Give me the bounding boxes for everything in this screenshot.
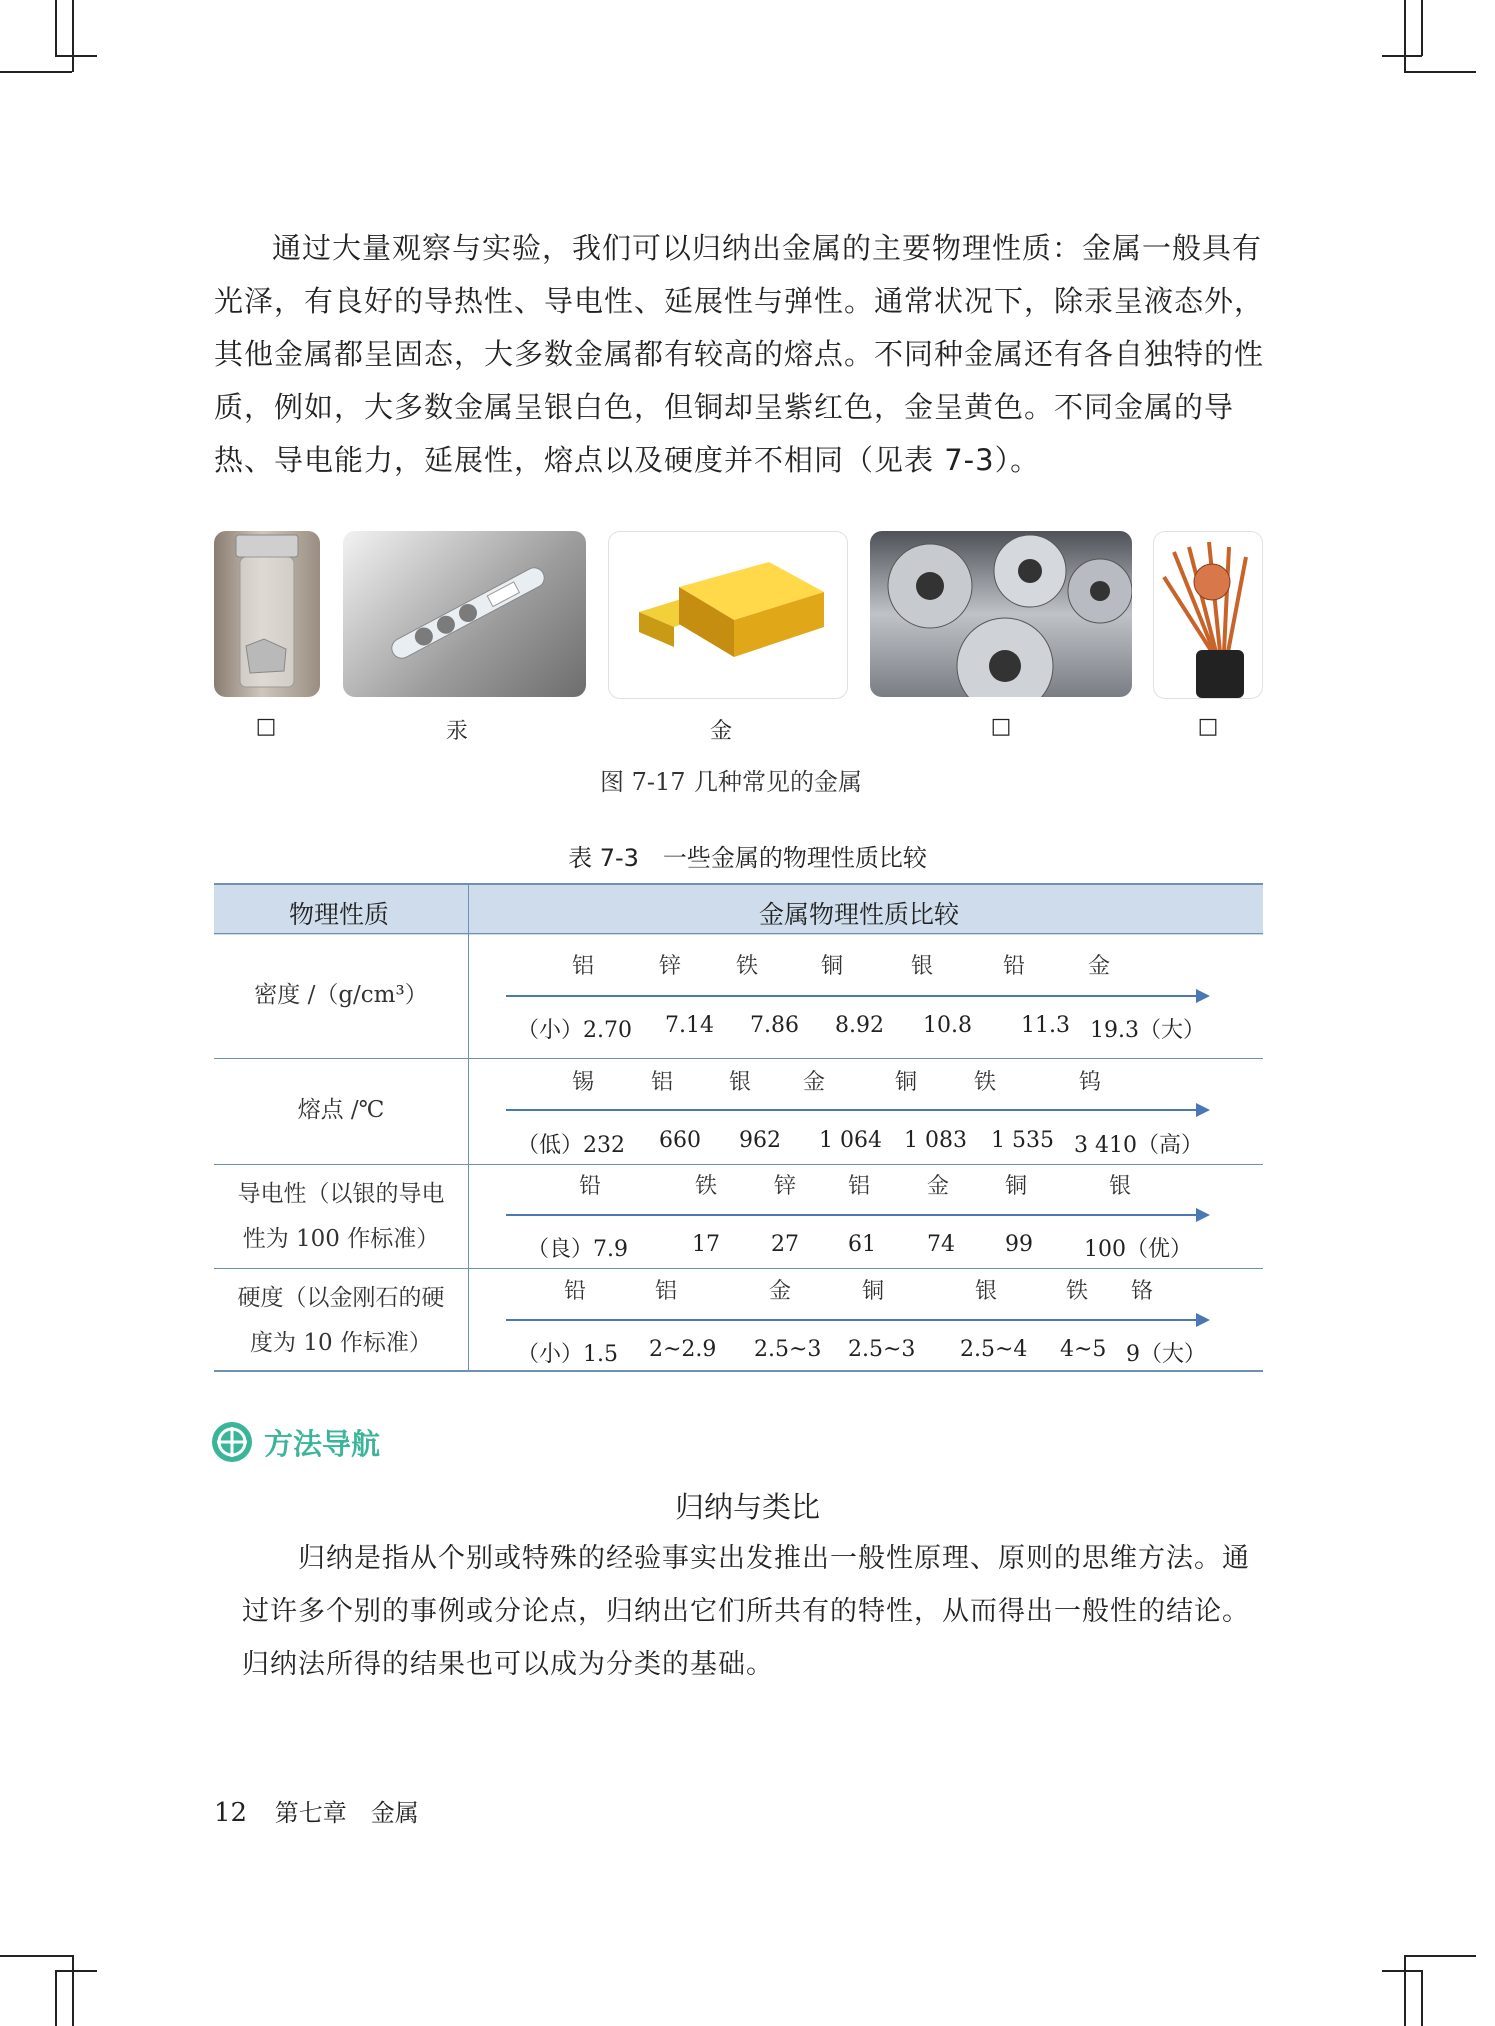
table-title: 表 7-3 一些金属的物理性质比较 bbox=[568, 844, 927, 872]
value: （低）232 bbox=[517, 1133, 625, 1158]
intro-paragraph bbox=[214, 222, 1264, 487]
compass-icon bbox=[212, 1422, 252, 1462]
row-rule bbox=[214, 933, 1263, 934]
row-label-conductivity-line2: 性为 100 作标准） bbox=[242, 1226, 440, 1252]
metal-name: 锌 bbox=[773, 1174, 796, 1199]
photo-copper-wire bbox=[1153, 531, 1263, 699]
crop-mark bbox=[0, 71, 72, 73]
column-divider bbox=[468, 883, 469, 1371]
value: （小）2.70 bbox=[517, 1018, 632, 1043]
metal-name: 铁 bbox=[1065, 1279, 1088, 1304]
value: 2.5~4 bbox=[960, 1337, 1028, 1362]
page-number: 12 bbox=[214, 1798, 248, 1828]
metal-name: 金 bbox=[802, 1070, 825, 1095]
row-rule bbox=[214, 1370, 1263, 1372]
photo-mercury bbox=[343, 531, 586, 697]
metal-name: 锡 bbox=[571, 1070, 594, 1095]
value: 11.3 bbox=[1021, 1013, 1070, 1038]
value: （小）1.5 bbox=[517, 1342, 618, 1367]
value: 2.5~3 bbox=[848, 1337, 916, 1362]
ordering-arrow bbox=[506, 1109, 1206, 1111]
metal-name: 铬 bbox=[1130, 1279, 1153, 1304]
photo-label: 金 bbox=[709, 719, 732, 744]
row-label-melting-point: 熔点 /℃ bbox=[297, 1097, 385, 1123]
crop-mark bbox=[72, 0, 74, 72]
value: （良）7.9 bbox=[527, 1237, 628, 1262]
metal-name: 银 bbox=[728, 1070, 751, 1095]
photo-vial bbox=[214, 531, 320, 697]
value: 2.5~3 bbox=[754, 1337, 822, 1362]
metal-name: 铝 bbox=[847, 1174, 870, 1199]
value: 9（大） bbox=[1126, 1342, 1206, 1367]
crop-mark bbox=[1382, 1970, 1422, 1972]
value: 99 bbox=[1005, 1232, 1033, 1257]
value: 1 064 bbox=[819, 1128, 882, 1153]
table-header bbox=[214, 883, 1263, 935]
value: 7.86 bbox=[750, 1013, 799, 1038]
metal-name: 钨 bbox=[1078, 1070, 1101, 1095]
metal-name: 铜 bbox=[1004, 1174, 1027, 1199]
metal-name: 铜 bbox=[820, 954, 843, 979]
method-text: 归纳是指从个别或特殊的经验事实出发推出一般性原理、原则的思维方法。通过许多个别的事例或分论点，归纳出它们所共有的特性，从而得出一般性的结论。归纳法所得的结果也可以成为分类的基础。 bbox=[242, 1543, 1250, 1680]
value: 19.3（大） bbox=[1090, 1018, 1205, 1043]
metal-name: 铝 bbox=[571, 954, 594, 979]
figure-caption-text: 几种常见的金属 bbox=[694, 768, 862, 796]
figure-caption-number: 图 7-17 bbox=[600, 768, 686, 796]
method-subtitle: 归纳与类比 bbox=[674, 1490, 820, 1524]
value: 8.92 bbox=[835, 1013, 884, 1038]
metal-name: 金 bbox=[768, 1279, 791, 1304]
ordering-arrow bbox=[506, 1319, 1206, 1321]
row-rule bbox=[214, 1058, 1263, 1059]
metal-name: 铁 bbox=[735, 954, 758, 979]
metal-name: 银 bbox=[1108, 1174, 1131, 1199]
header-property: 物理性质 bbox=[289, 900, 390, 929]
value: 2~2.9 bbox=[649, 1337, 717, 1362]
metal-name: 铅 bbox=[1002, 954, 1025, 979]
metal-name: 铁 bbox=[973, 1070, 996, 1095]
crop-mark bbox=[0, 1955, 72, 1957]
row-rule bbox=[214, 1268, 1263, 1269]
metal-name: 银 bbox=[910, 954, 933, 979]
crop-mark bbox=[1404, 71, 1476, 73]
crop-mark bbox=[72, 1955, 74, 2026]
value: 4~5 bbox=[1060, 1337, 1107, 1362]
metal-name: 铅 bbox=[563, 1279, 586, 1304]
metal-name: 铜 bbox=[861, 1279, 884, 1304]
crop-mark bbox=[55, 0, 57, 56]
photo-steel-coils bbox=[870, 531, 1132, 697]
row-label-conductivity-line1: 导电性（以银的导电 bbox=[237, 1181, 445, 1207]
photo-gold bbox=[608, 531, 848, 699]
value: 61 bbox=[848, 1232, 876, 1257]
row-rule bbox=[214, 1164, 1263, 1165]
metal-name: 铜 bbox=[894, 1070, 917, 1095]
crop-mark bbox=[1421, 0, 1423, 56]
crop-mark bbox=[55, 1970, 97, 1972]
metal-name: 金 bbox=[926, 1174, 949, 1199]
value: 1 083 bbox=[904, 1128, 967, 1153]
value: 962 bbox=[739, 1128, 781, 1153]
value: 3 410（高） bbox=[1074, 1133, 1203, 1158]
crop-mark bbox=[1382, 55, 1422, 57]
photo-label: □ bbox=[990, 714, 1012, 739]
metal-name: 银 bbox=[974, 1279, 997, 1304]
page-footer bbox=[214, 1793, 419, 1828]
metal-name: 金 bbox=[1087, 954, 1110, 979]
photo-label: □ bbox=[255, 714, 277, 739]
value: 17 bbox=[692, 1232, 720, 1257]
intro-text: 通过大量观察与实验，我们可以归纳出金属的主要物理性质：金属一般具有光泽，有良好的导热性、导电性、延展性与弹性。通常状况下，除汞呈液态外，其他金属都呈固态，大多数金属都有较高的熔点。不同种金属还有各自独特的性质，例如，大多数金属呈银白色，但铜却呈紫红色，金呈黄色。不同金属的导热、导电能力，延展性，熔点以及硬度并不相同（见表 7-3）。 bbox=[214, 231, 1265, 477]
photo-label: □ bbox=[1197, 714, 1219, 739]
method-paragraph bbox=[242, 1532, 1262, 1691]
crop-mark bbox=[55, 55, 97, 57]
value: 7.14 bbox=[665, 1013, 714, 1038]
crop-mark bbox=[55, 1970, 57, 2026]
metal-name: 铅 bbox=[578, 1174, 601, 1199]
metal-name: 锌 bbox=[658, 954, 681, 979]
crop-mark bbox=[1404, 1955, 1476, 1957]
value: 660 bbox=[659, 1128, 701, 1153]
value: 100（优） bbox=[1084, 1237, 1192, 1262]
crop-mark bbox=[1404, 1955, 1406, 2026]
properties-table bbox=[214, 883, 1263, 1373]
value: 27 bbox=[771, 1232, 799, 1257]
method-title: 方法导航 bbox=[264, 1427, 381, 1461]
header-comparison: 金属物理性质比较 bbox=[759, 900, 960, 929]
row-label-density: 密度 /（g/cm³） bbox=[254, 982, 428, 1008]
chapter-title: 第七章 金属 bbox=[274, 1799, 419, 1827]
ordering-arrow bbox=[506, 1214, 1206, 1216]
crop-mark bbox=[1421, 1970, 1423, 2026]
metal-name: 铁 bbox=[694, 1174, 717, 1199]
crop-mark bbox=[1404, 0, 1406, 72]
metal-name: 铝 bbox=[654, 1279, 677, 1304]
row-label-hardness-line2: 度为 10 作标准） bbox=[250, 1330, 432, 1356]
value: 74 bbox=[927, 1232, 955, 1257]
value: 1 535 bbox=[991, 1128, 1054, 1153]
photo-label: 汞 bbox=[445, 719, 468, 744]
row-label-hardness-line1: 硬度（以金刚石的硬 bbox=[237, 1285, 445, 1311]
ordering-arrow bbox=[506, 995, 1206, 997]
metal-name: 铝 bbox=[650, 1070, 673, 1095]
value: 10.8 bbox=[923, 1013, 972, 1038]
